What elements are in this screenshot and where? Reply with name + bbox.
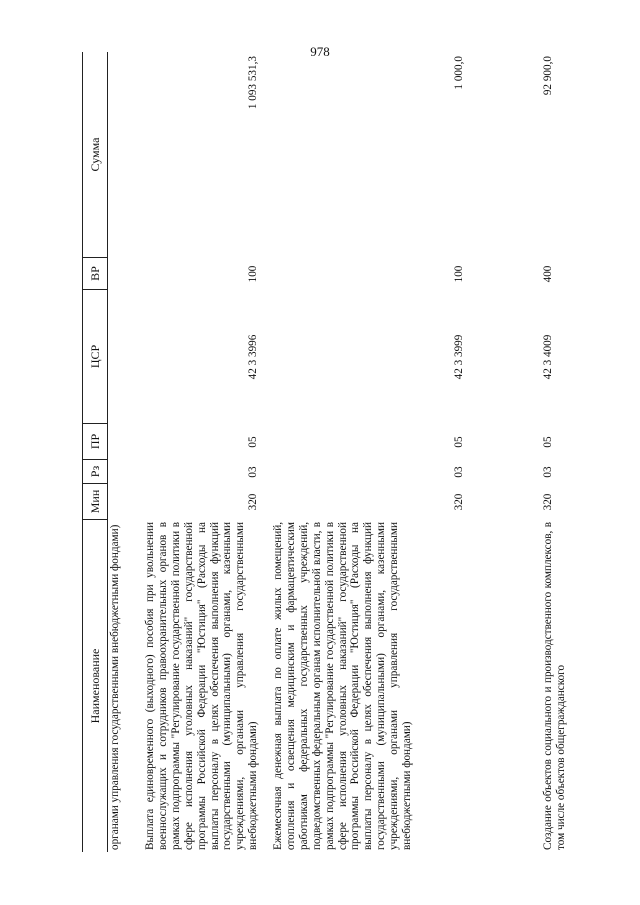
row-pr: 05 (247, 436, 259, 448)
row-vr: 100 (453, 265, 465, 283)
row-sum: 1 000,0 (453, 56, 465, 90)
row-rz: 03 (453, 466, 465, 478)
header-vr: ВР (83, 258, 107, 290)
row-name: Выплата единовременного (выходного) пособия при увольнении военнослужащих и сотрудников правоохранительных органов в рамках подпрограммы "Регулирование государственной политики в сфере исполнения уголовных наказаний" государственной программы Российской Федерации "Юстиция" (Расходы на выплаты персоналу в целях обеспечения выполнения функций государственными (муниципальными) органами, казенными учреждениями, органами управления государственными внебюджетными фондами) (144, 522, 260, 850)
table-header (82, 52, 108, 852)
row-sum: 1 093 531,3 (247, 56, 259, 110)
row-name: органами управления государственными внебюджетными фондами) (109, 524, 121, 850)
row-vr: 400 (542, 265, 554, 283)
header-name: Наименование (88, 648, 102, 724)
header-sum: Сумма (83, 52, 107, 258)
header-min: Мин (83, 484, 107, 520)
header-csr: ЦСР (83, 290, 107, 424)
page-number: 978 (310, 44, 330, 59)
row-csr: 42 3 3999 (453, 334, 465, 380)
row-csr: 42 3 3996 (247, 334, 259, 380)
header-pr: ПР (83, 424, 107, 460)
row-csr: 42 3 4009 (542, 334, 554, 380)
row-min: 320 (453, 493, 465, 511)
header-rz: Рз (83, 460, 107, 484)
row-min: 320 (542, 493, 554, 511)
row-rz: 03 (247, 466, 259, 478)
row-sum: 92 900,0 (542, 56, 554, 96)
rotated-page (82, 52, 582, 852)
row-min: 320 (247, 493, 259, 511)
row-rz: 03 (542, 466, 554, 478)
budget-table (82, 52, 582, 852)
row-pr: 05 (542, 436, 554, 448)
row-name: Создание объектов социального и производственного комплексов, в том числе объектов общегражданского (542, 522, 567, 850)
row-name: Ежемесячная денежная выплата по оплате жилых помещений, отопления и освещения медицинским и фармацевтическим работникам федеральных государственных учреждений, подведомственных федеральным органам исполнительной власти, в рамках подпрограммы "Регулирование государственной политики в сфере исполнения уголовных наказаний" государственной программы Российской Федерации "Юстиция" (Расходы на выплаты персоналу в целях обеспечения выполнения функций государственными (муниципальными) органами, казенными учреждениями, органами управления государственными внебюджетными фондами) (272, 522, 414, 850)
row-pr: 05 (453, 436, 465, 448)
row-vr: 100 (247, 265, 259, 283)
